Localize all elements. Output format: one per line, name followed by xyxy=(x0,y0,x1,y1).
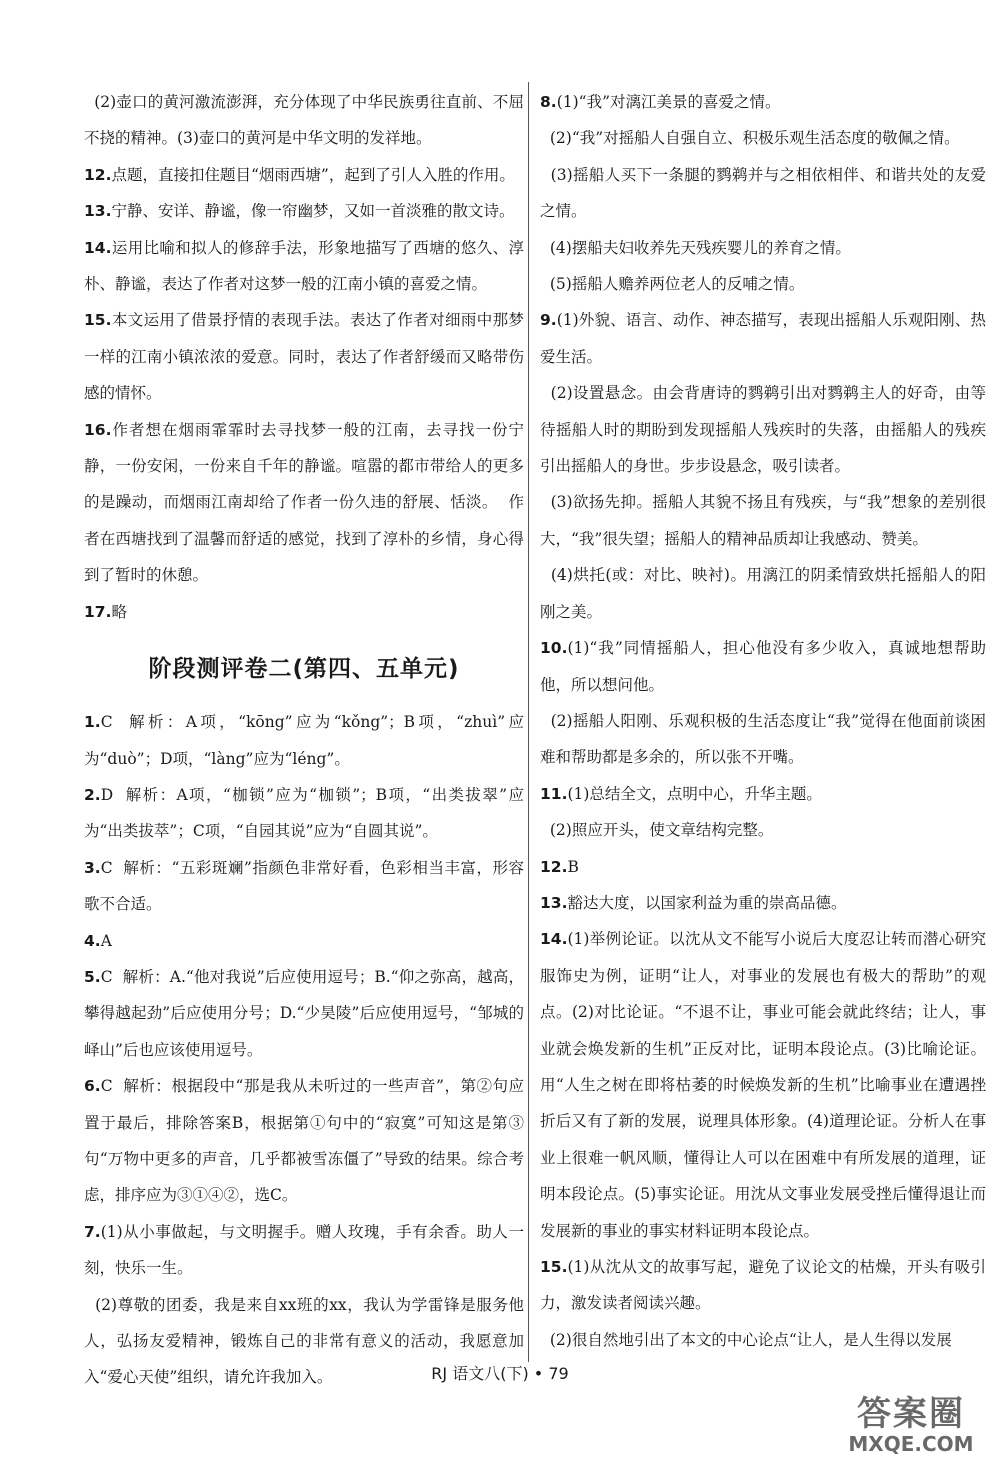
answer-item xyxy=(84,923,524,959)
answer-item xyxy=(84,84,524,157)
question-number: 11. xyxy=(540,784,568,803)
answer-item xyxy=(540,1249,986,1322)
answer-text: (1)外貌、语言、动作、神态描写，表现出摇船人乐观阳刚、热爱生活。 xyxy=(540,311,986,366)
answer-item xyxy=(540,885,986,921)
answer-text: (5)摇船人赡养两位老人的反哺之情。 xyxy=(540,275,805,294)
watermark-url: MXQE.COM xyxy=(848,1432,974,1456)
question-number: 15. xyxy=(540,1258,568,1276)
answer-text: (2)“我”对摇船人自强自立、积极乐观生活态度的敬佩之情。 xyxy=(540,129,960,148)
question-number: 13. xyxy=(540,893,568,912)
answer-item xyxy=(84,1068,524,1214)
answer-text: (2)壶口的黄河激流澎湃，充分体现了中华民族勇往直前、不屈不挠的精神。(3)壶口的黄河是中华文明的发祥地。 xyxy=(84,93,524,148)
column-divider xyxy=(528,82,529,1362)
question-number: 4. xyxy=(84,931,101,950)
answer-item xyxy=(540,120,986,156)
answer-item xyxy=(540,230,986,266)
answer-text: 点题，直接扣住题目“烟雨西塘”，起到了引人入胜的作用。 xyxy=(111,165,515,184)
answer-text: C 解析：根据段中“那是我从未听过的一些声音”，第②句应置于最后，排除答案B，根据第①句中的“寂寞”可知这是第③句“万物中更多的声音，几乎都被雪冻僵了”导致的结果。综合考虑，排序应为③①④②，选C。 xyxy=(84,1077,524,1205)
answer-text: (1)举例论证。以沈从文不能写小说后大度忍让转而潜心研究服饰史为例，证明“让人，对事业的发展也有极大的帮助”的观点。(2)对比论证。“不退不让，事业可能会就此终结；让人，事业就会焕发新的生机”正反对比，证明本段论点。(3)比喻论证。用“人生之树在即将枯萎的时候焕发新的生机”比喻事业在遭遇挫折后又有了新的发展，说理具体形象。(4)道理论证。分析人在事业上很难一帆风顺，懂得让人可以在困难中有所发展的道理，证明本段论点。(5)事实论证。用沈从文事业发展受挫后懂得退让而发展新的事业的事实材料证明本段论点。 xyxy=(540,930,986,1240)
answer-text: (1)从小事做起，与文明握手。赠人玫瑰，手有余香。助人一刻，快乐一生。 xyxy=(84,1222,524,1278)
answer-item xyxy=(84,1214,524,1287)
answer-text: 作者想在烟雨霏霏时去寻找梦一般的江南，去寻找一份宁静，一份安闲，一份来自千年的静谧。喧嚣的都市带给人的更多的是躁动，而烟雨江南却给了作者一份久违的舒展、恬淡。 作者在西塘找到了温馨而舒适的感觉，找到了淳朴的乡情，身心得到了暂时的休憩。 xyxy=(84,420,524,585)
answer-item xyxy=(540,157,986,230)
question-number: 12. xyxy=(84,165,112,184)
answer-item xyxy=(84,412,524,594)
answer-item xyxy=(84,157,524,193)
answer-text: (4)摆船夫妇收养先天残疾婴儿的养育之情。 xyxy=(540,238,851,257)
answer-item xyxy=(540,266,986,302)
watermark-logo xyxy=(836,1384,986,1460)
answer-text: (2)摇船人阳刚、乐观积极的生活态度让“我”觉得在他面前谈困难和帮助都是多余的，所以张不开嘴。 xyxy=(540,711,986,767)
section-title: 阶段测评卷二(第四、五单元) xyxy=(148,656,460,683)
right-answer-list xyxy=(540,84,986,1358)
answer-text: (1)从沈从文的故事写起，避免了议论文的枯燥，开头有吸引力，激发读者阅读兴趣。 xyxy=(540,1258,986,1313)
question-number: 6. xyxy=(84,1077,101,1096)
answer-text: C 解析：“五彩斑斓”指颜色非常好看，色彩相当丰富，形容歌不合适。 xyxy=(84,858,524,914)
answer-text: A xyxy=(100,931,112,950)
question-number: 3. xyxy=(84,858,101,877)
answer-text: D 解析：A项，“枷锁”应为“枷锁”；B项，“出类拔翠”应为“出类拔萃”；C项，“自园其说”应为“自圆其说”。 xyxy=(84,785,524,841)
question-number: 14. xyxy=(540,930,568,949)
section-answer-list xyxy=(84,704,524,1396)
answer-item xyxy=(540,557,986,630)
question-number: 2. xyxy=(84,785,101,804)
answer-item xyxy=(540,849,986,885)
answer-text: (1)“我”对漓江美景的喜爱之情。 xyxy=(556,93,781,111)
question-number: 15. xyxy=(84,311,112,330)
answer-item xyxy=(84,230,524,303)
answer-item xyxy=(84,594,524,630)
answer-text: 本文运用了借景抒情的表现手法。表达了作者对细雨中那梦一样的江南小镇浓浓的爱意。同时，表达了作者舒缓而又略带伤感的情怀。 xyxy=(84,311,524,403)
answer-text: 豁达大度，以国家利益为重的崇高品德。 xyxy=(567,893,847,912)
right-column xyxy=(540,84,986,1358)
answer-item xyxy=(84,959,524,1068)
question-number: 10. xyxy=(540,639,568,658)
question-number: 7. xyxy=(84,1222,101,1241)
answer-text: (2)照应开头，使文章结构完整。 xyxy=(540,821,774,840)
watermark-text: 答案圈 xyxy=(857,1394,965,1434)
answer-item xyxy=(84,193,524,229)
answer-text: (1)总结全文，点明中心，升华主题。 xyxy=(567,784,822,803)
answer-text: B xyxy=(567,857,579,876)
question-number: 13. xyxy=(84,202,112,221)
answer-item xyxy=(540,812,986,848)
answer-text: (3)欲扬先抑。摇船人其貌不扬且有残疾，与“我”想象的差别很大，“我”很失望；摇船人的精神品质却让我感动、赞美。 xyxy=(540,493,986,548)
question-number: 12. xyxy=(540,857,568,876)
answer-text: C 解析：A.“他对我说”后应使用逗号；B.“仰之弥高，越高，攀得越起劲”后应使用分号；D.“少昊陵”后应使用逗号，“邹城的峄山”后也应该使用逗号。 xyxy=(84,967,524,1059)
answer-item xyxy=(84,777,524,850)
answer-text: 略 xyxy=(111,602,127,621)
answer-item xyxy=(540,630,986,703)
answer-text: (2)设置悬念。由会背唐诗的鹨鹈引出对鹨鹈主人的好奇，由等待摇船人时的期盼到发现摇船人残疾时的失落，由摇船人的残疾引出摇船人的身世。步步设悬念，吸引读者。 xyxy=(540,384,986,476)
answer-item xyxy=(84,302,524,411)
answer-item xyxy=(84,850,524,923)
question-number: 5. xyxy=(84,967,101,986)
answer-text: (3)摇船人买下一条腿的鹨鹈并与之相依相伴、和谐共处的友爱之情。 xyxy=(540,165,986,221)
answer-item xyxy=(540,375,986,484)
answer-item xyxy=(540,484,986,557)
answer-text: (1)“我”同情摇船人，担心他没有多少收入，真诚地想帮助他，所以想问他。 xyxy=(540,639,986,694)
answer-item xyxy=(540,921,986,1249)
answer-text: 运用比喻和拟人的修辞手法，形象地描写了西塘的悠久、淳朴、静谧，表达了作者对这梦一般的江南小镇的喜爱之情。 xyxy=(84,238,524,294)
answer-item xyxy=(540,302,986,375)
answer-item xyxy=(540,1322,986,1358)
page-footer: RJ 语文八(下) • 79 xyxy=(431,1364,569,1383)
question-number: 8. xyxy=(540,93,557,111)
answer-item xyxy=(540,703,986,776)
answer-item xyxy=(84,704,524,777)
answer-text: (4)烘托(或：对比、映衬)。用漓江的阴柔情致烘托摇船人的阳刚之美。 xyxy=(540,566,986,621)
question-number: 14. xyxy=(84,238,112,257)
answer-text: C 解析：A项，“kōng”应为“kǒng”；B项，“zhuì”应为“duò”；D项，“làng”应为“léng”。 xyxy=(84,713,524,768)
question-number: 17. xyxy=(84,602,112,621)
left-answer-list xyxy=(84,84,524,630)
answer-text: (2)很自然地引出了本文的中心论点“让人，是人生得以发展 xyxy=(540,1330,952,1349)
left-column xyxy=(84,84,524,1396)
answer-item xyxy=(540,84,986,120)
answer-item xyxy=(540,776,986,812)
question-number: 1. xyxy=(84,713,101,732)
answer-text: 宁静、安详、静谧，像一帘幽梦，又如一首淡雅的散文诗。 xyxy=(111,202,515,221)
question-number: 16. xyxy=(84,420,112,439)
answer-text: (2)尊敬的团委，我是来自xx班的xx，我认为学雷锋是服务他人，弘扬友爱精神，锻炼自己的非常有意义的活动，我愿意加入“爱心天使”组织，请允许我加入。 xyxy=(84,1295,524,1387)
question-number: 9. xyxy=(540,311,557,330)
